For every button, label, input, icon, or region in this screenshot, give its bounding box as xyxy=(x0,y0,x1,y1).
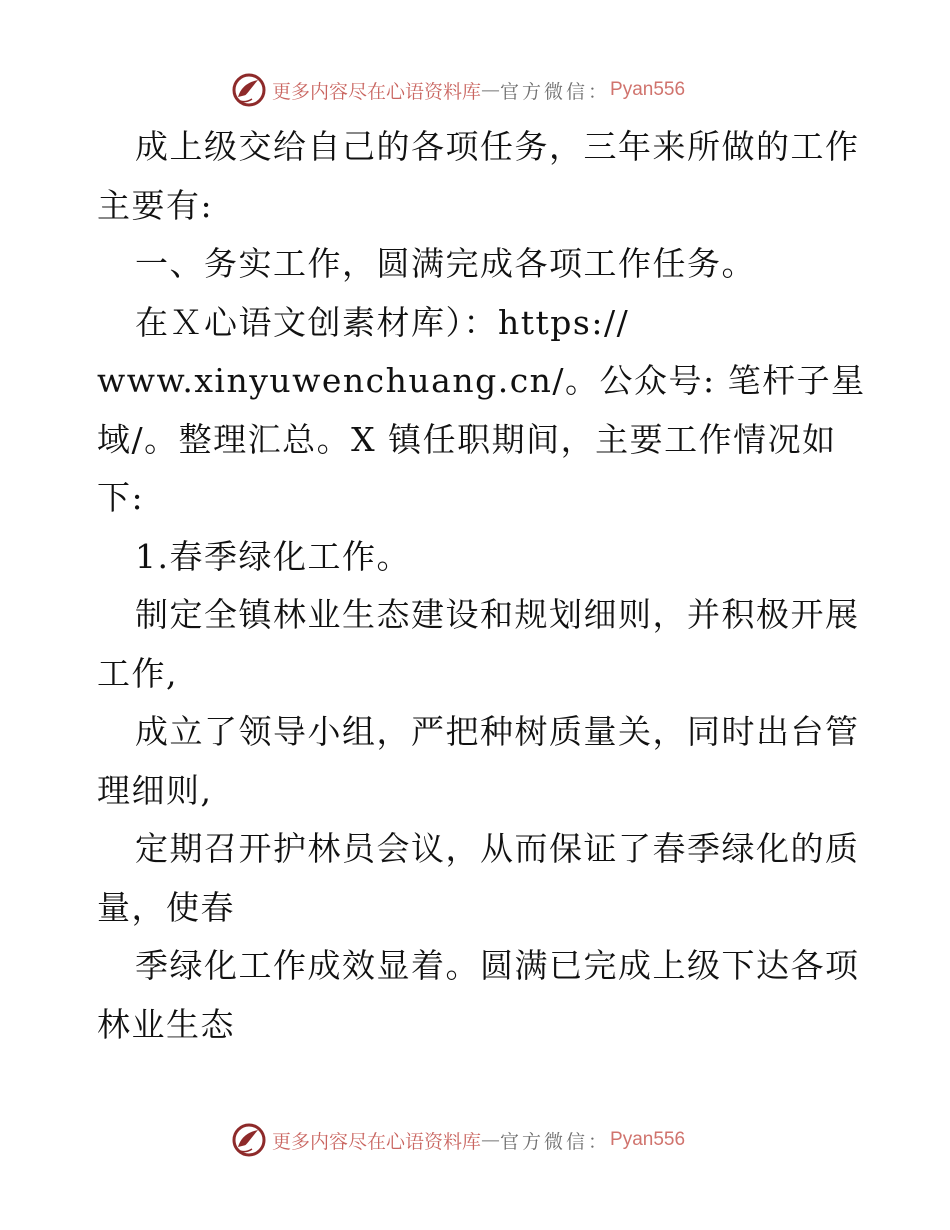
promo-text: 更多内容尽在心语资料库 xyxy=(272,1130,482,1153)
pen-seal-logo-icon xyxy=(232,1123,266,1157)
section-heading: 一、务实工作，圆满完成各项工作任务。 xyxy=(135,244,756,283)
wechat-id: Pyan556 xyxy=(610,1129,686,1150)
footer-watermark-banner xyxy=(232,1120,685,1160)
body-line: 制定全镇林业生态建设和规划细则，并积极开展 xyxy=(135,595,860,634)
subsection-heading: 1.春季绿化工作。 xyxy=(135,536,411,576)
body-line: 域/。整理汇总。X 镇任职期间，主要工作情况如 xyxy=(97,419,837,459)
body-line: 成立了领导小组，严把种树质量关，同时出台管 xyxy=(135,712,860,751)
promo-text: 更多内容尽在心语资料库 xyxy=(272,80,482,103)
wechat-id: Pyan556 xyxy=(610,79,686,100)
separator-dash: — xyxy=(481,1129,501,1151)
separator-dash: — xyxy=(481,79,501,101)
wechat-label: 官方微信： xyxy=(500,80,611,103)
body-line: 林业生态 xyxy=(97,1004,235,1044)
body-line: 量，使春 xyxy=(97,887,235,927)
header-watermark-banner xyxy=(232,70,685,110)
body-line: 定期召开护林员会议，从而保证了春季绿化的质 xyxy=(135,829,860,868)
body-line: www.xinyuwenchuang.cn/。公众号: 笔杆子星 xyxy=(97,361,866,400)
body-line: 理细则, xyxy=(97,770,213,810)
body-line: 在Ｘ心语文创素材库）：https:// xyxy=(135,302,630,342)
wechat-label: 官方微信： xyxy=(500,1130,611,1153)
pen-seal-logo-icon xyxy=(232,73,266,107)
body-line: 季绿化工作成效显着。圆满已完成上级下达各项 xyxy=(135,946,860,985)
body-line: 下: xyxy=(97,478,145,517)
body-line: 成上级交给自己的各项任务，三年来所做的工作 xyxy=(135,127,860,166)
body-line: 主要有: xyxy=(97,185,214,225)
body-line: 工作, xyxy=(97,653,178,693)
document-body xyxy=(97,118,866,1054)
